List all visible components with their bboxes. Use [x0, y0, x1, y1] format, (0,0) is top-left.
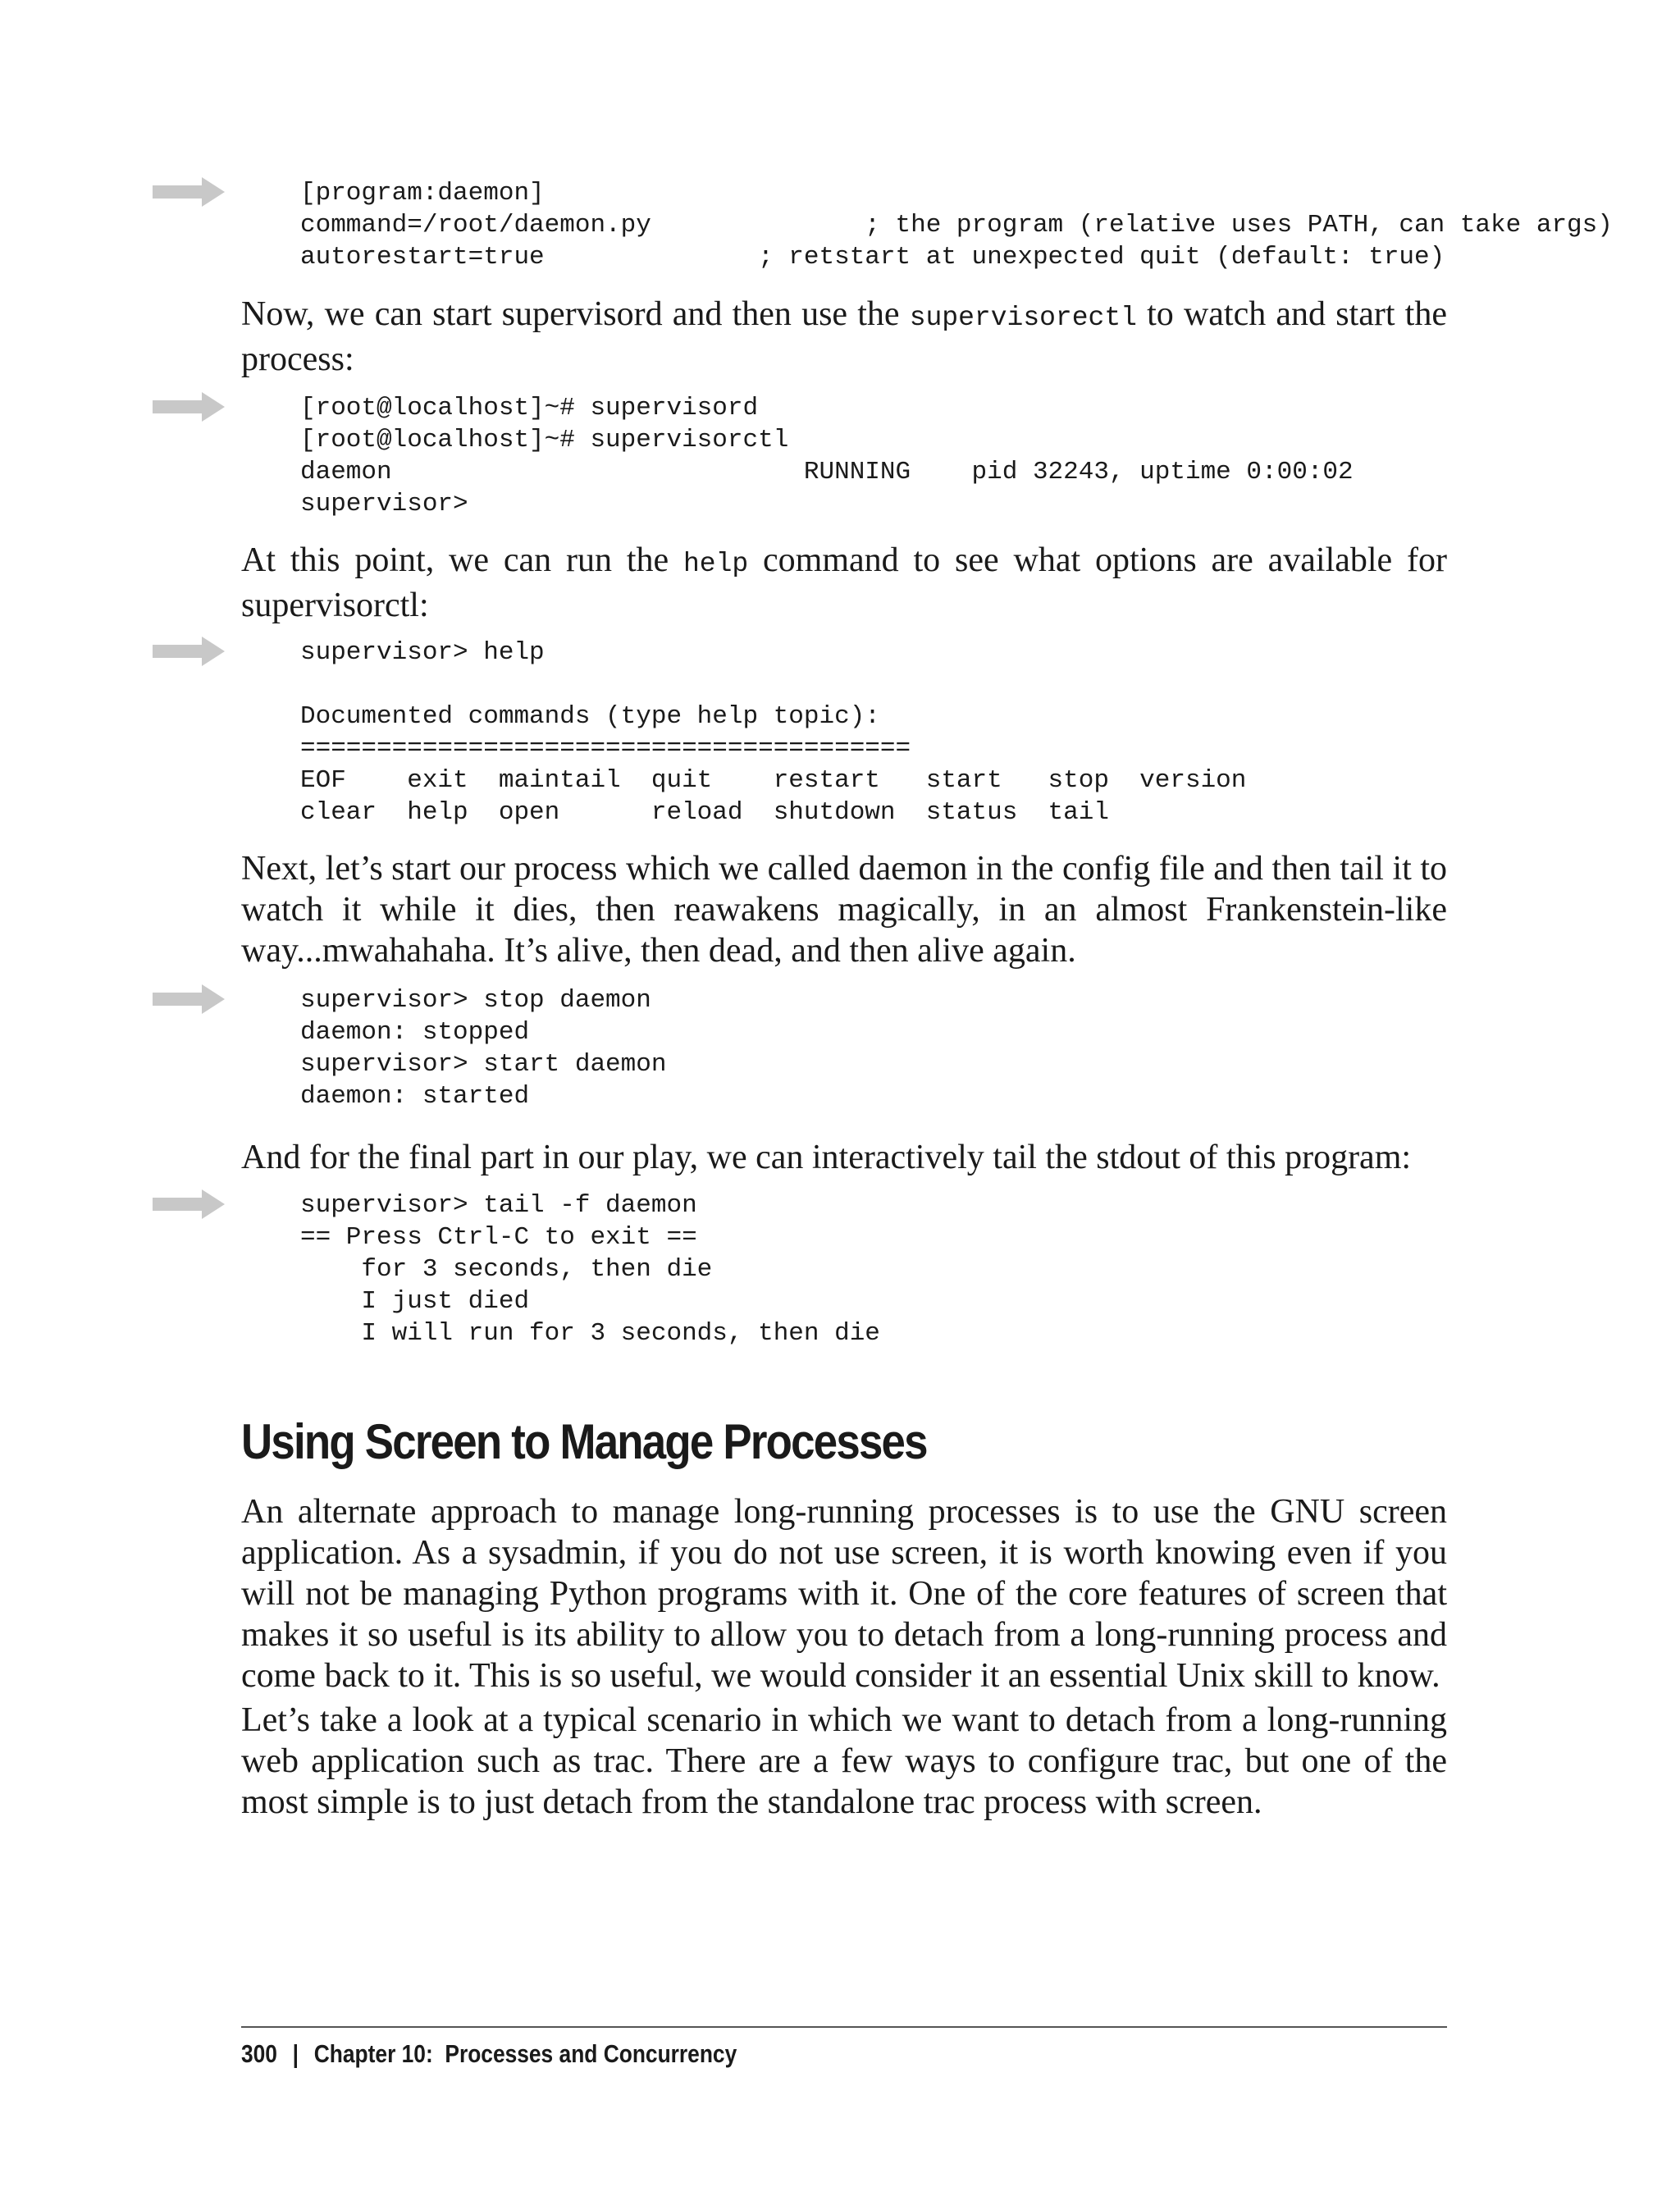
- code-block-stop-start: supervisor> stop daemon daemon: stopped supervisor> start daemon daemon: started: [300, 986, 667, 1111]
- paragraph-screen-intro: An alternate approach to manage long-running processes is to use the GNU screen application. As a sysadmin, if you do not use screen, it is worth knowing even if you will not be managing Python programs with it. One of the core features of screen that makes it so useful is its ability to allow you to detach from a long-running process and come back to it. This is so useful, we would consider it an essential Unix skill to know.: [241, 1493, 1447, 1695]
- code-block-help-output: supervisor> help Documented commands (type help topic): ======================================== EOF exit maintail quit restart start stop version clear help open reload shutdown status tail: [300, 638, 1247, 827]
- inline-code-supervisorectl: supervisorectl: [909, 303, 1137, 333]
- chapter-title: Chapter 10: Processes and Concurrency: [313, 2039, 737, 2068]
- paragraph-start-process: Next, let’s start our process which we called daemon in the config file and then tail it to watch it while it dies, then reawakens magically, in an almost Frankenstein-like way...mwahahaha. It’s alive, then dead, and then alive again.: [241, 850, 1447, 970]
- code-block-tail: supervisor> tail -f daemon == Press Ctrl-C to exit == for 3 seconds, then die I just died I will run for 3 seconds, then die: [300, 1191, 880, 1348]
- code-marker-arrow-icon: [153, 983, 225, 1016]
- code-marker-arrow-icon: [153, 176, 225, 208]
- code-block-config: [program:daemon] command=/root/daemon.py ; the program (relative uses PATH, can take args) autorestart=true ; retstart at unexpected quit (default: true): [300, 179, 1613, 272]
- paragraph-tail-stdout: And for the final part in our play, we can interactively tail the stdout of this program:: [241, 1139, 1412, 1176]
- inline-code-help: help: [682, 549, 749, 579]
- code-block-supervisorctl: [root@localhost]~# supervisord [root@localhost]~# supervisorctl daemon RUNNING pid 32243, uptime 0:00:02 supervisor>: [300, 394, 1354, 518]
- code-marker-arrow-icon: [153, 390, 225, 423]
- footer-rule: [241, 2026, 1447, 2028]
- paragraph-start-supervisord: Now, we can start supervisord and then use the supervisorectl to watch and start the process:: [241, 295, 1447, 378]
- code-marker-arrow-icon: [153, 635, 225, 668]
- paragraph-trac-scenario: Let’s take a look at a typical scenario in which we want to detach from a long-running web application such as trac. There are a few ways to configure trac, but one of the most simple is to just detach from the standalone trac process with screen.: [241, 1701, 1447, 1821]
- footer-separator: |: [292, 2039, 299, 2068]
- code-marker-arrow-icon: [153, 1188, 225, 1221]
- page-footer: [241, 2038, 737, 2070]
- paragraph-help-command: At this point, we can run the help command to see what options are available for supervisorctl:: [241, 541, 1448, 624]
- page-number: 300: [241, 2039, 277, 2068]
- section-heading: Using Screen to Manage Processes: [241, 1414, 927, 1469]
